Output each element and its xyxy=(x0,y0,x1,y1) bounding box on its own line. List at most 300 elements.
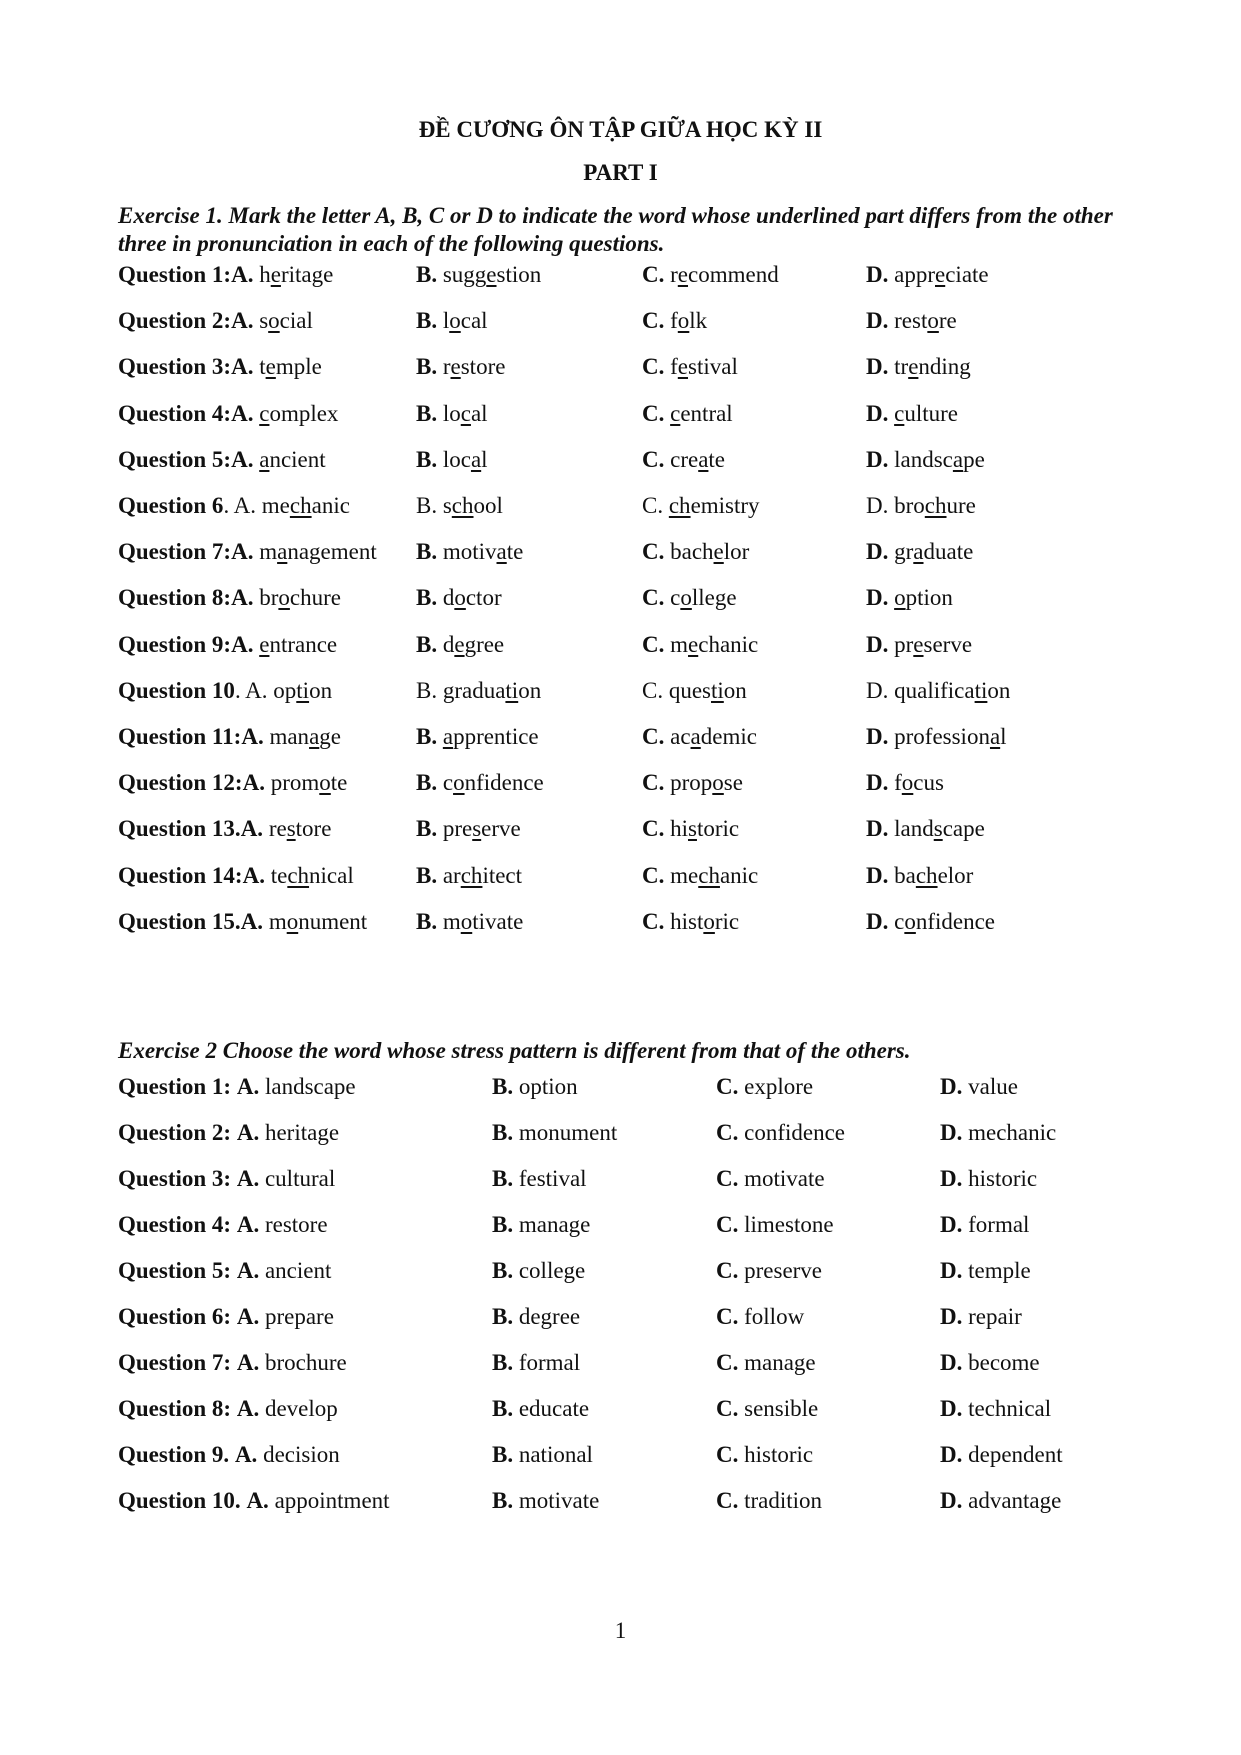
option-word: technical xyxy=(270,862,354,888)
option-letter: B. xyxy=(492,1488,514,1513)
question-row xyxy=(118,1074,1158,1104)
underlined-part: o xyxy=(927,308,939,334)
underlined-part: o xyxy=(703,908,715,934)
option-letter: A. xyxy=(231,585,254,611)
option-letter: B. xyxy=(492,1120,514,1145)
answer-option xyxy=(940,1304,1022,1330)
option-letter: . A. xyxy=(234,677,268,703)
option-word: historic xyxy=(670,816,740,842)
option-letter: C. xyxy=(716,1304,739,1329)
option-word: doctor xyxy=(442,585,502,611)
answer-option xyxy=(492,1074,578,1100)
underlined-part: e xyxy=(713,539,724,565)
underlined-part: o xyxy=(319,770,331,796)
option-letter: C. xyxy=(642,631,665,657)
option-word: motivate xyxy=(442,908,524,934)
option-letter: D. xyxy=(940,1350,963,1375)
question-label: Question 3: xyxy=(118,354,232,380)
option-word: landscape xyxy=(894,816,985,842)
option-letter: A. xyxy=(231,354,254,380)
answer-option xyxy=(416,724,539,750)
underlined-part: e xyxy=(935,262,946,287)
option-letter: D. xyxy=(940,1258,963,1283)
question-label: Question 15. xyxy=(118,908,241,934)
answer-option xyxy=(866,678,1010,704)
option-letter: C. xyxy=(642,862,665,888)
answer-option xyxy=(118,1350,347,1376)
answer-option xyxy=(642,816,739,842)
option-word: educate xyxy=(518,1396,590,1421)
option-word: advantage xyxy=(968,1488,1062,1513)
underlined-part: e xyxy=(677,262,689,287)
underlined-part: e xyxy=(450,354,461,380)
answer-option xyxy=(118,262,333,288)
option-word: landscape xyxy=(894,446,985,472)
underlined-part: c xyxy=(894,400,905,426)
page-number: 1 xyxy=(614,1618,627,1643)
underlined-part: o xyxy=(904,908,916,934)
question-row xyxy=(118,354,1158,384)
answer-option xyxy=(716,1166,825,1192)
answer-option xyxy=(642,308,707,334)
option-word: mechanic xyxy=(968,1120,1057,1145)
option-word: sensible xyxy=(744,1396,819,1421)
answer-option xyxy=(940,1258,1031,1284)
underlined-part: a xyxy=(470,446,482,472)
option-letter: D. xyxy=(866,539,889,565)
underlined-part: a xyxy=(698,446,709,472)
underlined-part: a xyxy=(690,724,701,749)
option-letter: D. xyxy=(866,262,889,287)
answer-option xyxy=(118,909,367,935)
question-row xyxy=(118,816,1158,846)
underlined-part: o xyxy=(680,585,692,611)
question-label: Question 6: xyxy=(118,1304,232,1329)
option-word: bachelor xyxy=(670,539,750,565)
answer-option xyxy=(416,354,505,380)
underlined-part: e xyxy=(265,354,276,380)
option-word: manage xyxy=(518,1212,591,1237)
answer-option xyxy=(118,1166,335,1192)
option-word: develop xyxy=(264,1396,338,1421)
option-letter: C. xyxy=(642,354,665,380)
underlined-part: o xyxy=(460,908,473,934)
answer-option xyxy=(716,1212,834,1238)
answer-option xyxy=(416,401,488,427)
option-letter: B. xyxy=(492,1258,514,1283)
answer-option xyxy=(866,354,971,380)
option-letter: C. xyxy=(642,677,664,703)
option-letter: B. xyxy=(416,862,438,888)
option-word: confidence xyxy=(744,1120,846,1145)
option-letter: A. xyxy=(236,1120,260,1145)
answer-option xyxy=(118,308,313,334)
option-word: restore xyxy=(264,1212,328,1237)
option-letter: B. xyxy=(416,724,438,749)
answer-option xyxy=(866,493,976,519)
option-letter: D. xyxy=(940,1212,963,1237)
answer-option xyxy=(492,1304,580,1330)
answer-option xyxy=(492,1488,599,1514)
option-letter: A. xyxy=(242,770,265,796)
option-letter: A. xyxy=(246,1488,269,1513)
option-letter: C. xyxy=(716,1212,739,1237)
option-word: suggestion xyxy=(442,262,542,287)
option-word: culture xyxy=(894,400,958,426)
option-word: local xyxy=(442,308,488,334)
option-word: heritage xyxy=(259,262,334,287)
question-label: Question 5: xyxy=(118,1258,232,1283)
option-word: preserve xyxy=(894,631,973,657)
option-word: college xyxy=(518,1258,586,1283)
option-letter: D. xyxy=(866,493,889,518)
option-word: motivate xyxy=(518,1488,600,1513)
underlined-part: e xyxy=(259,631,270,657)
option-word: complex xyxy=(259,400,339,426)
option-letter: B. xyxy=(492,1212,514,1237)
option-word: mechanic xyxy=(670,631,759,657)
answer-option xyxy=(716,1396,818,1422)
underlined-part: s xyxy=(286,816,296,842)
question-label: Question 9. xyxy=(118,1442,230,1467)
question-row xyxy=(118,447,1158,477)
option-word: become xyxy=(968,1350,1040,1375)
underlined-part: s xyxy=(472,816,482,842)
option-word: option xyxy=(894,585,953,611)
option-letter: B. xyxy=(492,1350,514,1375)
option-word: restore xyxy=(894,308,957,334)
answer-option xyxy=(866,863,973,889)
answer-option xyxy=(492,1258,585,1284)
answer-option xyxy=(642,401,733,427)
answer-option xyxy=(416,816,521,842)
option-letter: B. xyxy=(416,400,438,426)
question-row xyxy=(118,585,1158,615)
underlined-part: e xyxy=(688,631,699,657)
option-word: historic xyxy=(670,908,740,934)
option-letter: D. xyxy=(866,908,889,934)
answer-option xyxy=(642,770,743,796)
option-letter: A. xyxy=(236,1396,260,1421)
option-letter: C. xyxy=(642,816,665,842)
option-letter: B. xyxy=(492,1074,514,1099)
answer-option xyxy=(716,1304,804,1330)
answer-option xyxy=(118,1074,356,1100)
option-word: formal xyxy=(968,1212,1030,1237)
option-letter: C. xyxy=(716,1166,739,1191)
question-row xyxy=(118,1258,1158,1288)
answer-option xyxy=(118,678,332,704)
option-letter: B. xyxy=(416,539,438,565)
answer-option xyxy=(118,1442,340,1468)
answer-option xyxy=(642,863,758,889)
answer-option xyxy=(416,678,541,704)
answer-option xyxy=(118,1212,328,1238)
underlined-part: a xyxy=(952,446,964,472)
option-letter: C. xyxy=(716,1442,739,1467)
option-word: degree xyxy=(518,1304,581,1329)
option-word: bachelor xyxy=(894,862,974,888)
option-word: brochure xyxy=(264,1350,347,1375)
option-letter: C. xyxy=(642,539,665,565)
answer-option xyxy=(118,816,331,842)
question-row xyxy=(118,724,1158,754)
option-word: restore xyxy=(268,816,332,842)
question-label: Question 1: xyxy=(118,1074,232,1099)
underlined-part: o xyxy=(453,770,465,796)
option-word: architect xyxy=(442,862,523,888)
option-word: local xyxy=(442,446,488,472)
option-letter: D. xyxy=(866,446,889,472)
question-row xyxy=(118,909,1158,939)
option-word: promote xyxy=(270,770,348,796)
answer-option xyxy=(866,401,958,427)
option-word: central xyxy=(670,400,733,426)
option-word: propose xyxy=(670,770,743,796)
answer-option xyxy=(940,1212,1029,1238)
option-word: festival xyxy=(670,354,738,380)
answer-option xyxy=(642,493,760,519)
option-letter: C. xyxy=(642,770,665,796)
underlined-part: s xyxy=(688,816,697,842)
option-letter: B. xyxy=(416,585,438,611)
exercise1-instruction: Exercise 1. Mark the letter A, B, C or D to indicate the word whose underlined part differs from the other three in pronunciation in each of the following questions. xyxy=(118,203,1113,256)
option-word: trending xyxy=(894,354,971,380)
answer-option xyxy=(642,909,739,935)
answer-option xyxy=(866,632,972,658)
option-letter: A. xyxy=(236,1074,260,1099)
underlined-part: a xyxy=(442,724,454,749)
underlined-part: ch xyxy=(287,862,310,888)
option-word: historic xyxy=(744,1442,814,1467)
question-label: Question 2: xyxy=(118,1120,232,1145)
underlined-part: ch xyxy=(460,862,483,888)
option-letter: B. xyxy=(416,446,438,472)
option-letter: D. xyxy=(940,1488,963,1513)
answer-option xyxy=(118,1258,331,1284)
question-label: Question 9: xyxy=(118,631,232,657)
question-label: Question 13. xyxy=(118,816,241,842)
option-word: decision xyxy=(263,1442,340,1467)
option-letter: C. xyxy=(716,1350,739,1375)
option-word: manage xyxy=(269,724,341,749)
underlined-part: e xyxy=(677,354,689,380)
option-letter: B. xyxy=(492,1166,514,1191)
option-letter: D. xyxy=(866,308,889,334)
option-word: option xyxy=(273,677,333,703)
option-letter: D. xyxy=(866,585,889,611)
question-row xyxy=(118,1442,1158,1472)
option-word: graduate xyxy=(894,539,974,565)
option-letter: D. xyxy=(866,770,889,796)
underlined-part: ti xyxy=(974,677,988,703)
answer-option xyxy=(118,632,337,658)
option-letter: D. xyxy=(940,1442,963,1467)
answer-option xyxy=(642,539,749,565)
option-word: local xyxy=(442,400,488,426)
option-word: limestone xyxy=(744,1212,834,1237)
underlined-part: o xyxy=(454,585,466,611)
question-row xyxy=(118,1120,1158,1150)
option-letter: A. xyxy=(231,631,254,657)
option-word: tradition xyxy=(744,1488,823,1513)
option-word: option xyxy=(518,1074,578,1099)
answer-option xyxy=(416,585,502,611)
underlined-part: ch xyxy=(451,493,474,518)
question-row xyxy=(118,770,1158,800)
option-word: preserve xyxy=(442,816,521,842)
option-letter: B. xyxy=(416,262,438,287)
option-letter: B. xyxy=(416,908,438,934)
option-word: historic xyxy=(968,1166,1038,1191)
answer-option xyxy=(866,770,944,796)
option-word: appreciate xyxy=(894,262,989,287)
underlined-part: ti xyxy=(296,677,310,703)
option-letter: A. xyxy=(236,1258,260,1283)
option-word: dependent xyxy=(968,1442,1063,1467)
underlined-part: o xyxy=(278,585,290,611)
question-label: Question 3: xyxy=(118,1166,232,1191)
option-letter: D. xyxy=(940,1120,963,1145)
answer-option xyxy=(118,585,341,611)
question-label: Question 6 xyxy=(118,493,224,518)
underlined-part: a xyxy=(277,539,288,565)
answer-option xyxy=(492,1212,590,1238)
answer-option xyxy=(118,354,322,380)
option-word: technical xyxy=(968,1396,1052,1421)
question-row xyxy=(118,539,1158,569)
question-row xyxy=(118,1304,1158,1334)
option-letter: B. xyxy=(492,1442,514,1467)
option-letter: A. xyxy=(231,446,254,472)
answer-option xyxy=(716,1442,813,1468)
option-word: graduation xyxy=(442,677,542,703)
option-word: qualification xyxy=(894,677,1011,703)
option-letter: B. xyxy=(416,677,438,703)
option-letter: A. xyxy=(231,308,254,334)
exercise2-instruction: Exercise 2 Choose the word whose stress pattern is different from that of the others. xyxy=(118,1038,911,1063)
option-word: recommend xyxy=(670,262,779,287)
underlined-part: c xyxy=(460,400,471,426)
question-label: Question 10 xyxy=(118,677,235,703)
option-word: monument xyxy=(268,908,368,934)
option-letter: B. xyxy=(492,1396,514,1421)
answer-option xyxy=(118,447,326,473)
option-letter: D. xyxy=(940,1304,963,1329)
underlined-part: c xyxy=(670,400,681,426)
underlined-part: e xyxy=(486,262,497,287)
underlined-part: e xyxy=(270,262,281,287)
option-letter: A. xyxy=(240,816,264,842)
question-label: Question 10. xyxy=(118,1488,241,1513)
option-word: create xyxy=(670,446,726,472)
answer-option xyxy=(716,1074,813,1100)
question-label: Question 4: xyxy=(118,400,232,426)
underlined-part: ti xyxy=(711,677,724,703)
answer-option xyxy=(866,909,995,935)
option-letter: A. xyxy=(231,539,254,565)
answer-option xyxy=(642,632,758,658)
answer-option xyxy=(642,262,779,288)
option-letter: D. xyxy=(866,862,889,888)
option-letter: D. xyxy=(866,816,889,842)
answer-option xyxy=(416,493,503,519)
underlined-part: ch xyxy=(668,493,691,518)
option-letter: C. xyxy=(642,262,665,287)
option-letter: C. xyxy=(716,1258,739,1283)
option-letter: . A. xyxy=(223,493,257,518)
underlined-part: o xyxy=(286,908,299,934)
option-word: entrance xyxy=(259,631,338,657)
option-letter: B. xyxy=(416,770,438,796)
underlined-part: e xyxy=(454,631,465,657)
option-letter: C. xyxy=(642,400,665,426)
option-word: focus xyxy=(894,770,944,796)
option-letter: B. xyxy=(416,631,438,657)
answer-option xyxy=(416,308,488,334)
answer-option xyxy=(940,1350,1040,1376)
option-letter: B. xyxy=(492,1304,514,1329)
question-row xyxy=(118,493,1158,523)
option-letter: A. xyxy=(236,1304,260,1329)
option-word: academic xyxy=(670,724,757,749)
answer-option xyxy=(118,724,341,750)
answer-option xyxy=(940,1120,1056,1146)
option-word: cultural xyxy=(264,1166,336,1191)
underlined-part: e xyxy=(908,354,919,380)
answer-option xyxy=(118,1304,334,1330)
option-word: college xyxy=(670,585,737,611)
option-letter: C. xyxy=(716,1120,739,1145)
option-word: landscape xyxy=(264,1074,356,1099)
option-word: repair xyxy=(968,1304,1022,1329)
answer-option xyxy=(940,1166,1037,1192)
underlined-part: o xyxy=(712,770,724,796)
answer-option xyxy=(866,308,957,334)
answer-option xyxy=(940,1396,1051,1422)
answer-option xyxy=(492,1396,589,1422)
option-word: explore xyxy=(744,1074,814,1099)
answer-option xyxy=(492,1350,580,1376)
answer-option xyxy=(416,909,523,935)
answer-option xyxy=(866,447,985,473)
answer-option xyxy=(416,539,523,565)
option-letter: D. xyxy=(940,1396,963,1421)
answer-option xyxy=(940,1442,1063,1468)
question-label: Question 8: xyxy=(118,1396,232,1421)
part-title: PART I xyxy=(583,160,658,185)
underlined-part: ch xyxy=(289,493,312,518)
option-letter: A. xyxy=(236,1166,260,1191)
answer-option xyxy=(866,539,973,565)
question-label: Question 14: xyxy=(118,862,243,888)
question-label: Question 1: xyxy=(118,262,232,287)
option-letter: B. xyxy=(416,308,438,334)
option-word: preserve xyxy=(744,1258,823,1283)
question-label: Question 5: xyxy=(118,446,232,472)
question-label: Question 7: xyxy=(118,539,232,565)
option-letter: A. xyxy=(234,1442,258,1467)
question-row xyxy=(118,401,1158,431)
answer-option xyxy=(642,585,737,611)
option-word: temple xyxy=(259,354,322,380)
option-word: restore xyxy=(442,354,506,380)
answer-option xyxy=(118,1120,339,1146)
answer-option xyxy=(716,1350,816,1376)
underlined-part: ch xyxy=(915,862,938,888)
option-word: national xyxy=(518,1442,593,1467)
answer-option xyxy=(118,770,347,796)
